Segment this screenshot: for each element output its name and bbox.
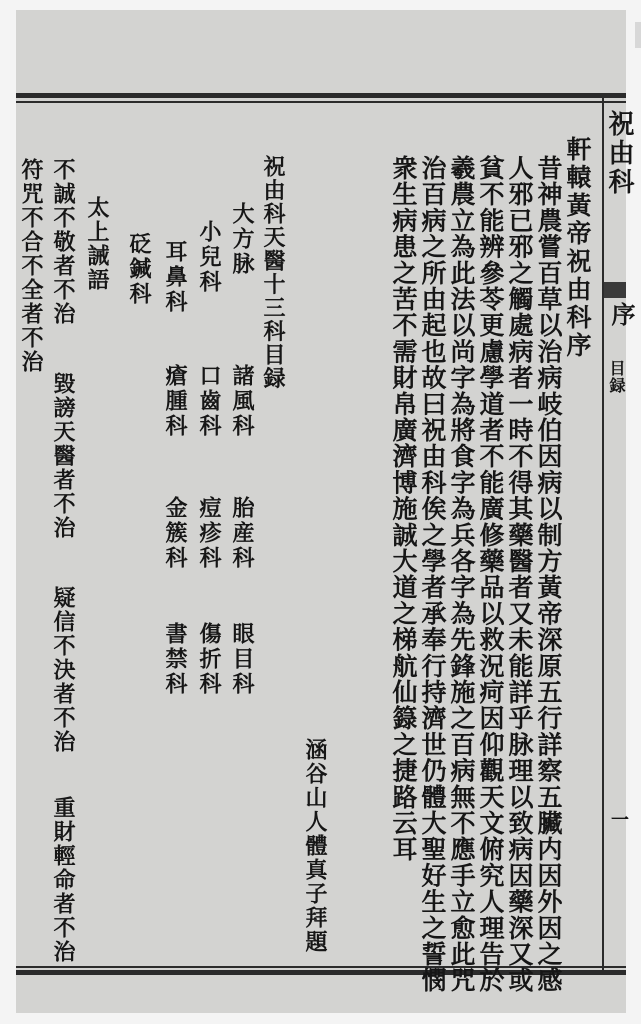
admonition-rule: 符咒不合不全者不治	[18, 158, 44, 374]
admonition-rule: 重財輕命者不治	[50, 796, 76, 964]
margin-divider-line	[602, 98, 604, 970]
admonition-rule: 疑信不決者不治	[50, 586, 76, 754]
preface-line-6: 衆生病患之苦不需財帛廣濟博施誠大道之梯航仙籙之捷路云耳	[389, 155, 418, 863]
top-border-inner	[16, 101, 626, 103]
admonition-title: 太上誡語	[84, 196, 110, 292]
catalog-item: 耳鼻科	[162, 240, 188, 315]
preface-title: 軒轅黃帝祝由科序	[563, 136, 592, 360]
catalog-item: 口齒科	[196, 364, 222, 439]
top-border-outer	[16, 93, 626, 98]
preface-line-4: 羲農立為此法以尚字為將食字為兵各字為先鋒施之百病無不應手立愈此咒	[447, 155, 476, 994]
catalog-item: 眼目科	[229, 622, 255, 697]
section-fragment: 序	[607, 302, 636, 329]
catalog-item: 諸風科	[229, 364, 255, 439]
preface-line-5: 治百病之所由起也故曰祝由科俟之學者承奉行持濟世仍體大聖好生之誓憫	[418, 155, 447, 994]
preface-signature: 涵谷山人體真子拜題	[302, 738, 328, 954]
scrollbar-handle[interactable]	[635, 22, 641, 48]
preface-line-2: 人邪已邪之觸處病者一時不得其藥醫者又未能詳乎脉理以致病因藥深又或	[505, 155, 534, 994]
catalog-title: 祝由科天醫十三科目録	[260, 155, 286, 390]
section-label: 目録	[607, 360, 626, 394]
admonition-rule: 不誠不敬者不治	[50, 158, 76, 326]
admonition-rule: 毀謗天醫者不治	[50, 372, 76, 540]
catalog-item: 傷折科	[196, 622, 222, 697]
catalog-item: 大方脉	[229, 202, 255, 277]
preface-line-1: 昔神農嘗百草以治病岐伯因病以制方黃帝深原五行詳察五臟内因外因之感	[534, 155, 563, 994]
page-number: 一	[608, 810, 629, 829]
preface-line-3: 貧不能辨參苓更慮學道者不能廣修藥品以救況疴因仰觀天文俯究人理告於	[476, 155, 505, 994]
catalog-item: 砭鍼科	[126, 232, 152, 307]
catalog-item: 瘡腫科	[162, 364, 188, 439]
catalog-item: 痘疹科	[196, 496, 222, 571]
scanned-page	[16, 10, 636, 1013]
catalog-item: 書禁科	[162, 622, 188, 697]
book-title-fragment: 祝由科	[604, 110, 634, 197]
catalog-item: 小兒科	[196, 220, 222, 295]
catalog-item: 金簇科	[162, 496, 188, 571]
fishtail-mark	[604, 282, 626, 298]
catalog-item: 胎産科	[229, 496, 255, 571]
